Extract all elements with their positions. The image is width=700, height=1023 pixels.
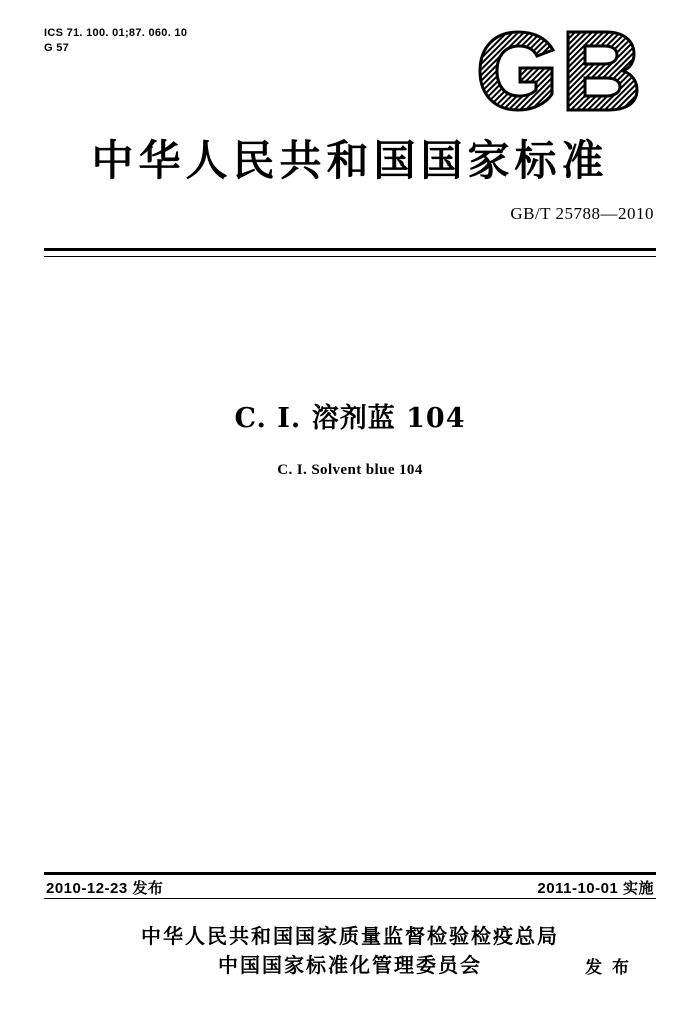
issuer-block bbox=[0, 922, 700, 980]
issuer-line-1: 中华人民共和国国家质量监督检验检疫总局 bbox=[141, 924, 559, 948]
header-rule-thin bbox=[44, 256, 656, 257]
release-date: 2010-12-23 发布 bbox=[46, 880, 164, 897]
issue-word: 发 布 bbox=[585, 958, 631, 978]
footer-rule-thick bbox=[44, 872, 656, 875]
subject-title-english: C. I. Solvent blue 104 bbox=[277, 462, 423, 478]
gb-logo-icon bbox=[476, 28, 656, 114]
issuer-line-2: 中国国家标准化管理委员会 bbox=[218, 953, 482, 977]
ics-code: ICS 71. 100. 01;87. 060. 10 bbox=[44, 27, 188, 39]
page-title: 中华人民共和国国家标准 bbox=[91, 136, 609, 185]
footer-rule-thin bbox=[44, 898, 656, 899]
ccs-code: G 57 bbox=[44, 42, 70, 54]
standard-number: GB/T 25788—2010 bbox=[510, 204, 654, 223]
subject-title-chinese: C. I. 溶剂蓝 104 bbox=[234, 403, 466, 434]
effective-date: 2011-10-01 实施 bbox=[537, 880, 654, 897]
header-rule-thick bbox=[44, 248, 656, 251]
ics-classification-block bbox=[44, 26, 187, 56]
